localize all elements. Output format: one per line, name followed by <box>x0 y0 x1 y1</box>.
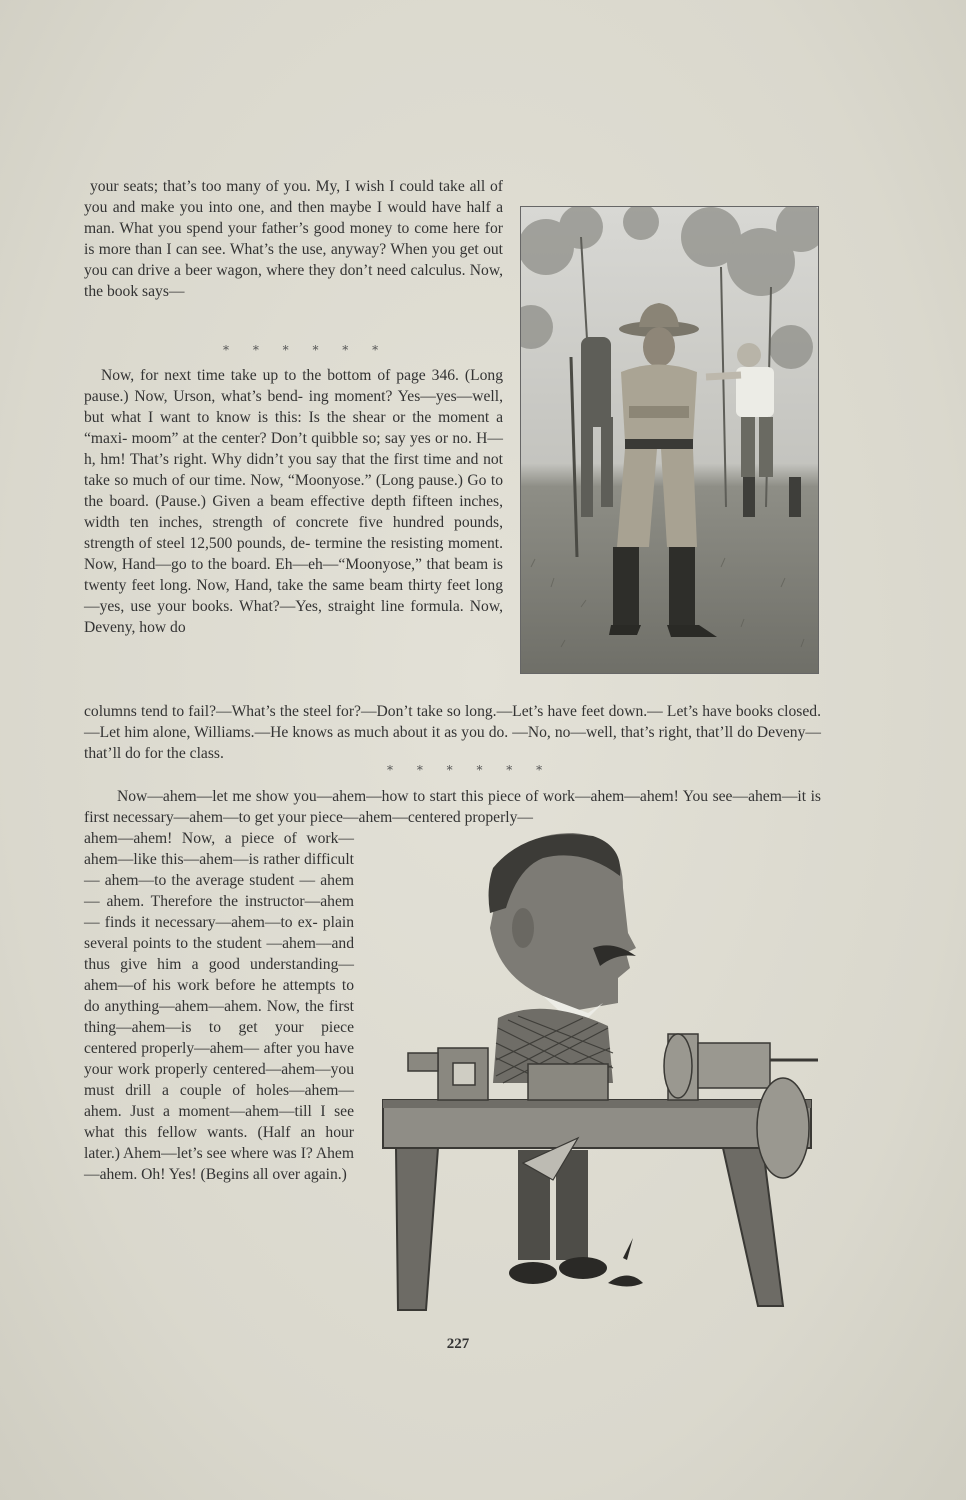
paragraph-intro: your seats; that’s too many of you. My, I wish I could take all of you and make you into one, and then maybe I would have half a man. What you spend your father’s good money to come here for is more than I can see. What’s the use, anyway? When you get out you can drive a beer wagon, where they don’t need calculus. Now, the book says— <box>84 178 503 300</box>
outdoor-photograph <box>520 206 819 674</box>
paragraph-beam-lecture: Now, for next time take up to the bottom of page 346. (Long pause.) Now, Urson, what’s bend- ing moment? Yes—yes—well, but what I want to know is this: Is the shear or the moment a “maxi- moom” at the center? Don’t quibble so; say yes or no. H—h, hm! That’s right. Why didn’t you say that the first time and not take so much of our time. Now, “Moonyose.” (Long pause.) Go to the board. (Pause.) Given a beam effective depth fifteen inches, width ten inches, strength of concrete five hundred pounds, strength of steel 12,500 pounds, de- termine the resisting moment. Now, Hand—go to the board. Eh—eh—“Moonyose,” that beam is twenty feet long. Now, Hand, take the same beam thirty feet long—yes, use your books. What?—Yes, straight line formula. Now, Deveny, how do <box>84 367 503 636</box>
section-separator: * * * * * * <box>387 763 553 777</box>
page-number: 227 <box>446 1336 470 1352</box>
section-separator: * * * * * * <box>223 343 389 357</box>
outdoor-photo-image <box>521 207 818 673</box>
paragraph-beam-lecture-continued: columns tend to fail?—What’s the steel for?—Don’t take so long.—Let’s have feet down.— Let’s have books closed.—Let him alone, Williams.—He knows as much about it as you do. —No, no—well, that’s right, that’ll do Deveny—that’ll do for the class. <box>84 703 821 762</box>
paragraph-ahem-body: ahem—ahem! Now, a piece of work—ahem—like this—ahem—is rather difficult — ahem—to the average student — ahem — ahem. Therefore the instructor—ahem— finds it necessary—ahem—to ex- plain several points to the student —ahem—and thus give him a good understanding—ahem—of his work before he attempts to do anything—ahem—ahem. Now, the first thing—ahem—is to get your piece centered properly—ahem— after you have your work properly centered—ahem—you must drill a couple of holes—ahem—ahem. Just a moment—ahem—till I see what this fellow wants. (Half an hour later.) Ahem—let’s see where was I? Ahem—ahem. Oh! Yes! (Begins all over again.) <box>84 830 354 1183</box>
paragraph-ahem-intro: Now—ahem—let me show you—ahem—how to start this piece of work—ahem—ahem! You see—ahem—it is first necessary—ahem—to get your piece—ahem—centered properly— <box>84 788 821 826</box>
lathe-caricature-image <box>378 828 818 1314</box>
lathe-caricature-illustration <box>378 828 818 1314</box>
